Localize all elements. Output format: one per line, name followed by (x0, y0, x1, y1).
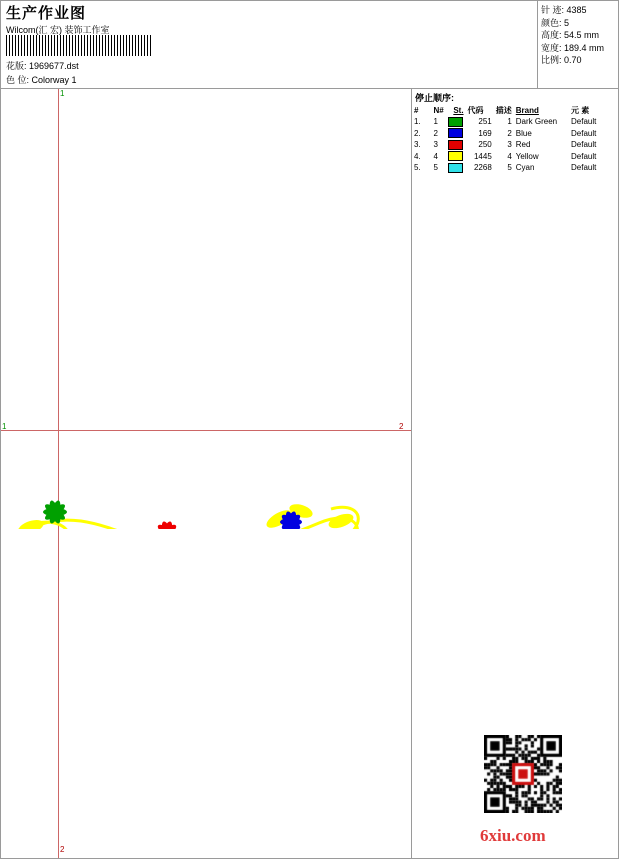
legend-stitches: 251 (478, 117, 492, 126)
legend-row[interactable] (414, 116, 619, 128)
barcode (6, 35, 151, 56)
legend-number: 1 (433, 117, 438, 126)
legend-th-code: 代码 (467, 106, 484, 115)
legend-description: Cyan (515, 163, 535, 172)
height-value: 54.5 mm (564, 30, 600, 40)
stitches-label: 针 迹: (541, 5, 565, 15)
legend-swatch-cell (448, 116, 468, 128)
header-panel (1, 1, 538, 89)
page-title: 生产作业图 (6, 5, 87, 22)
legend-number: 3 (433, 140, 438, 149)
legend-description: Dark Green (515, 117, 558, 126)
design-info-panel (538, 1, 619, 89)
scale-value: 0.70 (564, 55, 582, 65)
legend-stitches: 1445 (473, 151, 492, 161)
marker-bottom: 2 (60, 845, 65, 854)
legend-swatch-cell (448, 139, 468, 151)
design-label: 花版: (6, 61, 27, 71)
colors-label: 颜色: (541, 17, 562, 28)
watermark-site: 6xiu.com (480, 826, 546, 845)
legend-title: 停止顺序: (415, 93, 454, 103)
legend-code: 5 (507, 163, 512, 172)
legend-description: Red (515, 140, 531, 149)
colors-value: 5 (564, 17, 570, 28)
width-row (541, 42, 619, 55)
legend-element (615, 151, 619, 163)
legend-number: 2 (433, 128, 438, 138)
color-sequence-panel (412, 89, 619, 186)
legend-swatch-cell (448, 162, 468, 174)
width-value: 189.4 mm (564, 42, 605, 53)
marker-top: 1 (60, 89, 65, 98)
color-swatch (448, 163, 463, 173)
legend-th-st: St. (453, 106, 464, 115)
colorway-label: 色 位: (6, 75, 30, 85)
scale-label: 比例: (541, 55, 562, 65)
legend-number: 4 (433, 151, 438, 161)
legend-index: 5. (414, 163, 421, 172)
legend-swatch-cell (448, 128, 468, 140)
colors-row (541, 17, 619, 30)
legend-element (615, 128, 619, 140)
height-row (541, 29, 619, 42)
color-swatch (448, 151, 463, 161)
embroidery-artwork (1, 399, 412, 529)
legend-stitches: 169 (478, 128, 492, 138)
legend-header-row (414, 105, 619, 116)
legend-element (615, 162, 619, 174)
design-value: 1969677.dst (29, 61, 79, 71)
color-sequence-table (414, 105, 619, 174)
qr-code (484, 735, 562, 813)
legend-code: 4 (507, 151, 512, 161)
stitches-row (541, 4, 619, 17)
colorway-field (6, 73, 77, 86)
marker-left: 1 (2, 422, 7, 431)
legend-number: 5 (433, 163, 438, 172)
height-label: 高度: (541, 30, 562, 40)
legend-th-element: 元 素 (571, 106, 590, 115)
legend-th-no: N# (433, 106, 444, 115)
design-canvas[interactable] (1, 89, 412, 858)
legend-code: 3 (507, 140, 512, 149)
color-swatch (448, 128, 463, 138)
legend-row[interactable] (414, 139, 619, 151)
legend-row[interactable] (414, 128, 619, 140)
legend-th-hash: # (414, 106, 419, 115)
legend-brand: Default (571, 151, 597, 161)
legend-row[interactable] (414, 162, 619, 174)
legend-element (615, 139, 619, 151)
artwork-svg (1, 399, 412, 529)
legend-brand: Default (571, 128, 597, 138)
legend-code: 2 (507, 128, 512, 138)
color-swatch (448, 117, 463, 127)
legend-brand: Default (571, 117, 597, 126)
legend-stitches: 250 (478, 140, 492, 149)
legend-th-brand: Brand (515, 106, 539, 115)
legend-index: 3. (414, 140, 421, 149)
legend-row[interactable] (414, 151, 619, 163)
legend-description: Blue (515, 128, 532, 138)
legend-index: 1. (414, 117, 421, 126)
studio-subtitle: Wilcom(汇 宏) 装饰工作室 (6, 25, 110, 35)
width-label: 宽度: (541, 42, 562, 53)
marker-right: 2 (399, 422, 404, 431)
legend-element (615, 116, 619, 128)
legend-index: 4. (414, 151, 421, 161)
legend-code: 1 (507, 117, 512, 126)
legend-stitches: 2268 (473, 163, 492, 172)
scale-row (541, 54, 619, 67)
stitches-value: 4385 (566, 5, 587, 15)
legend-index: 2. (414, 128, 421, 138)
design-field (6, 59, 79, 72)
legend-swatch-cell (448, 151, 468, 163)
legend-brand: Default (571, 163, 597, 172)
colorway-value: Colorway 1 (31, 75, 77, 85)
legend-brand: Default (571, 140, 597, 149)
legend-description: Yellow (515, 151, 539, 161)
legend-th-desc: 描述 (495, 106, 512, 115)
color-swatch (448, 140, 463, 150)
